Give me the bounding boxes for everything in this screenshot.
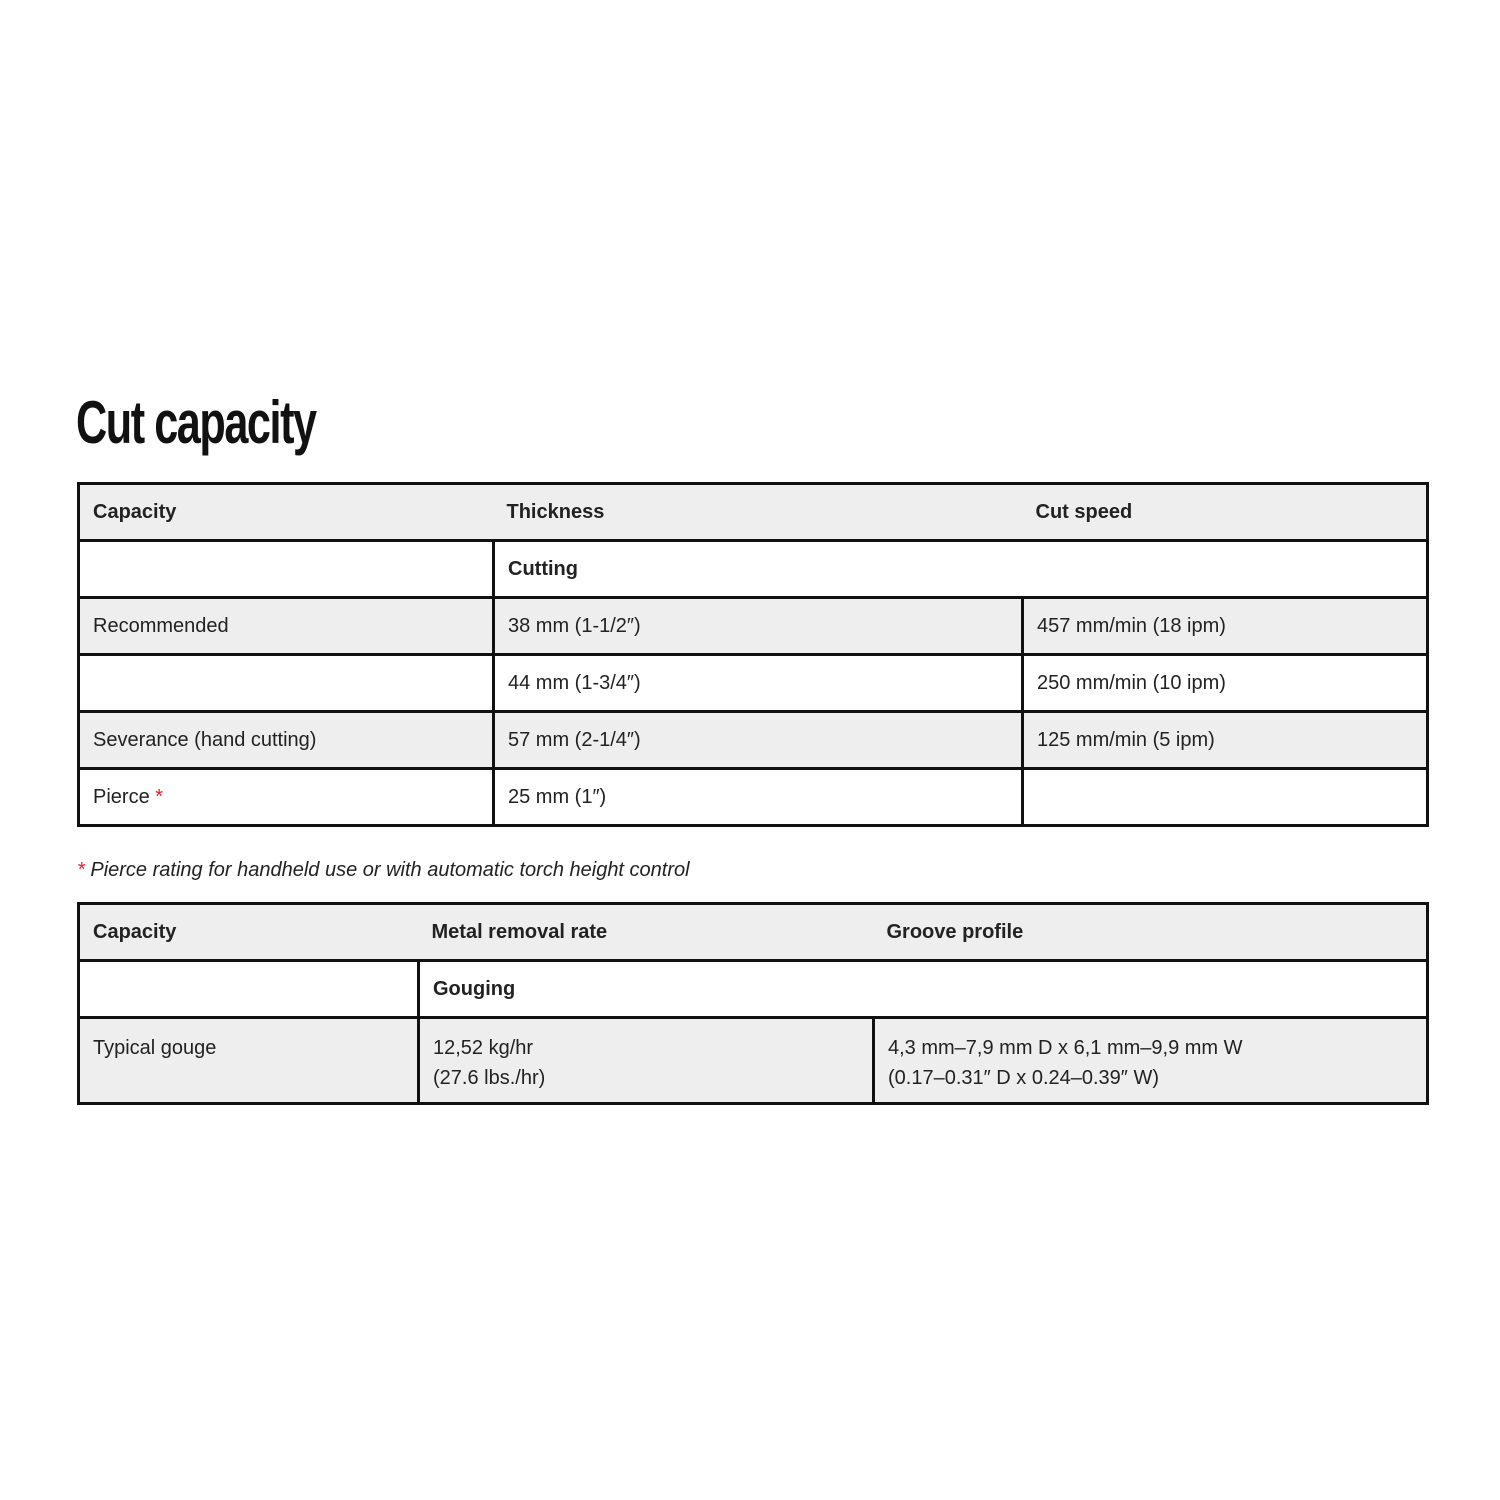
cell-capacity: [79, 655, 494, 712]
profile-imperial: (0.17–0.31″ D x 0.24–0.39″ W): [888, 1067, 1159, 1089]
footnote: [77, 859, 690, 882]
cell-groove-profile: [874, 1018, 1428, 1104]
cell-cut-speed: [1023, 769, 1428, 826]
table-cell-empty: [79, 541, 494, 598]
cell-thickness: 57 mm (2-1/4″): [494, 712, 1023, 769]
table-row: [79, 712, 1428, 769]
footnote-text: Pierce rating for handheld use or with automatic torch height control: [90, 859, 690, 881]
section-row: [79, 541, 1428, 598]
table-row: [79, 1018, 1428, 1104]
section-label-gouging: Gouging: [419, 961, 1428, 1018]
cell-cut-speed: 125 mm/min (5 ipm): [1023, 712, 1428, 769]
column-header-groove-profile: Groove profile: [874, 904, 1428, 961]
table-row: [79, 655, 1428, 712]
section-row: [79, 961, 1428, 1018]
footnote-asterisk: *: [77, 859, 85, 881]
cell-capacity: Recommended: [79, 598, 494, 655]
column-header-capacity: Capacity: [79, 904, 419, 961]
capacity-label: Pierce: [93, 785, 150, 808]
rate-metric: 12,52 kg/hr: [433, 1037, 534, 1059]
cut-capacity-table: [77, 482, 1429, 827]
cell-cut-speed: 250 mm/min (10 ipm): [1023, 655, 1428, 712]
column-header-capacity: Capacity: [79, 484, 494, 541]
cell-capacity: Typical gouge: [79, 1018, 419, 1104]
cell-metal-removal-rate: [419, 1018, 874, 1104]
cell-capacity: Severance (hand cutting): [79, 712, 494, 769]
page-title: Cut capacity: [76, 389, 316, 456]
section-label-cutting: Cutting: [494, 541, 1428, 598]
column-header-thickness: Thickness: [494, 484, 1023, 541]
cell-cut-speed: 457 mm/min (18 ipm): [1023, 598, 1428, 655]
table-cell-empty: [79, 961, 419, 1018]
table-row: [79, 769, 1428, 826]
column-header-metal-removal-rate: Metal removal rate: [419, 904, 874, 961]
cell-thickness: 44 mm (1-3/4″): [494, 655, 1023, 712]
cell-thickness: 25 mm (1″): [494, 769, 1023, 826]
profile-metric: 4,3 mm–7,9 mm D x 6,1 mm–9,9 mm W: [888, 1037, 1243, 1059]
asterisk-marker: *: [155, 785, 164, 808]
column-header-cut-speed: Cut speed: [1023, 484, 1428, 541]
cell-thickness: 38 mm (1-1/2″): [494, 598, 1023, 655]
table-header-row: [79, 484, 1428, 541]
table-header-row: [79, 904, 1428, 961]
gouging-capacity-table: [77, 902, 1429, 1105]
cell-capacity: [79, 769, 494, 826]
table-row: [79, 598, 1428, 655]
rate-imperial: (27.6 lbs./hr): [433, 1067, 546, 1089]
